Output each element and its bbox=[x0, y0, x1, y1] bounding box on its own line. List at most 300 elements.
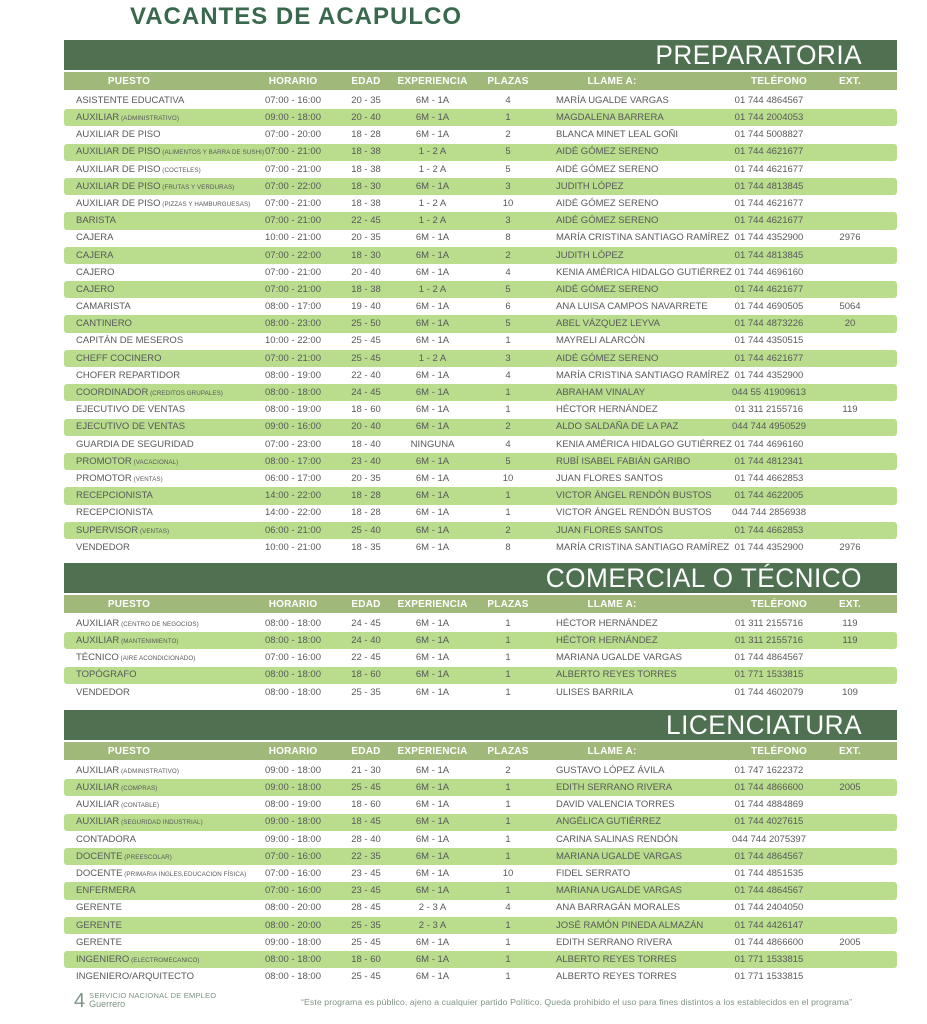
puesto-name: BARISTA bbox=[76, 215, 116, 227]
cell-horario: 09:00 - 18:00 bbox=[265, 833, 321, 845]
cell-plazas: 1 bbox=[505, 936, 511, 948]
column-header-telefono: TELÉFONO bbox=[750, 598, 808, 610]
puesto-name: TOPÓGRAFO bbox=[76, 669, 137, 681]
cell-puesto bbox=[64, 182, 249, 192]
cell-llame-a: MARÍA UGALDE VARGAS bbox=[556, 94, 669, 106]
cell-experiencia: 6M - 1A bbox=[415, 867, 450, 879]
column-header-telefono: TELÉFONO bbox=[750, 745, 808, 757]
puesto-name: AUXILIAR DE PISO bbox=[76, 163, 161, 175]
rows bbox=[64, 615, 897, 701]
cell-horario: 07:00 - 16:00 bbox=[265, 867, 321, 879]
cell-horario: 08:00 - 18:00 bbox=[265, 635, 321, 647]
cell-edad: 25 - 45 bbox=[351, 936, 381, 948]
puesto-name: CHEFF COCINERO bbox=[76, 352, 162, 364]
page-title: VACANTES DE ACAPULCO bbox=[130, 3, 463, 30]
cell-llame-a: MARÍA CRISTINA SANTIAGO RAMÍREZ bbox=[556, 232, 730, 244]
cell-llame-a: MAGDALENA BARRERA bbox=[556, 112, 664, 124]
cell-telefono: 01 744 4027615 bbox=[734, 816, 804, 828]
vacancy-row bbox=[64, 453, 897, 470]
cell-experiencia: 6M - 1A bbox=[415, 936, 450, 948]
vacancy-row bbox=[64, 505, 897, 522]
section-title: COMERCIAL O TÉCNICO bbox=[545, 562, 862, 593]
section-preparatoria bbox=[64, 40, 897, 556]
vacancy-row bbox=[64, 195, 897, 212]
cell-plazas: 1 bbox=[505, 335, 511, 347]
vacancy-row bbox=[64, 900, 897, 917]
vacancy-row bbox=[64, 632, 897, 649]
vacancy-row bbox=[64, 298, 897, 315]
cell-ext: 119 bbox=[842, 404, 858, 416]
cell-experiencia: 6M - 1A bbox=[415, 404, 450, 416]
cell-plazas: 1 bbox=[505, 782, 511, 794]
section-header-band bbox=[64, 40, 897, 70]
cell-telefono: 01 311 2155716 bbox=[735, 635, 803, 647]
cell-telefono: 01 311 2155716 bbox=[735, 617, 803, 629]
vacancy-row bbox=[64, 951, 897, 968]
cell-edad: 20 - 35 bbox=[351, 94, 381, 106]
cell-plazas: 5 bbox=[505, 283, 511, 295]
cell-experiencia: 6M - 1A bbox=[415, 850, 450, 862]
cell-horario: 09:00 - 18:00 bbox=[265, 936, 321, 948]
cell-plazas: 1 bbox=[505, 850, 511, 862]
vacancy-row bbox=[64, 779, 897, 796]
cell-horario: 09:00 - 16:00 bbox=[265, 421, 321, 433]
cell-llame-a: MARIANA UGALDE VARGAS bbox=[556, 850, 682, 862]
vacancy-row bbox=[64, 848, 897, 865]
cell-edad: 25 - 50 bbox=[351, 318, 381, 330]
cell-puesto bbox=[64, 835, 249, 845]
cell-ext: 2005 bbox=[839, 782, 861, 794]
puesto-name: AUXILIAR bbox=[76, 112, 120, 124]
cell-plazas: 1 bbox=[505, 816, 511, 828]
puesto-name: CAMARISTA bbox=[76, 301, 131, 313]
cell-puesto bbox=[64, 508, 249, 518]
cell-telefono: 01 744 4851535 bbox=[734, 867, 804, 879]
puesto-name: GERENTE bbox=[76, 936, 122, 948]
cell-experiencia: 6M - 1A bbox=[415, 652, 450, 664]
cell-edad: 18 - 35 bbox=[351, 541, 381, 553]
cell-puesto bbox=[64, 371, 249, 381]
puesto-name: PROMOTOR bbox=[76, 455, 132, 467]
cell-puesto bbox=[64, 354, 249, 364]
cell-plazas: 8 bbox=[505, 232, 511, 244]
column-header-row bbox=[64, 742, 897, 760]
cell-puesto bbox=[64, 653, 249, 663]
cell-horario: 10:00 - 22:00 bbox=[265, 335, 321, 347]
cell-experiencia: 6M - 1A bbox=[415, 524, 450, 536]
column-header-experiencia: EXPERIENCIA bbox=[397, 598, 468, 610]
section-title: LICENCIATURA bbox=[666, 709, 862, 740]
cell-telefono: 01 744 4696160 bbox=[734, 438, 804, 450]
section-comercial-o-tecnico bbox=[64, 563, 897, 701]
cell-telefono: 01 744 4696160 bbox=[734, 266, 804, 278]
column-header-horario: HORARIO bbox=[268, 598, 318, 610]
cell-llame-a: ANA LUISA CAMPOS NAVARRETE bbox=[556, 301, 708, 313]
cell-puesto bbox=[64, 233, 249, 243]
cell-telefono: 044 744 4950529 bbox=[732, 421, 806, 433]
column-header-telefono: TELÉFONO bbox=[750, 75, 808, 87]
puesto-name: AUXILIAR bbox=[76, 782, 120, 794]
cell-ext: 5064 bbox=[839, 301, 861, 313]
cell-experiencia: 6M - 1A bbox=[415, 490, 450, 502]
cell-horario: 07:00 - 21:00 bbox=[265, 352, 321, 364]
cell-puesto bbox=[64, 302, 249, 312]
cell-plazas: 1 bbox=[505, 387, 511, 399]
cell-puesto bbox=[64, 783, 249, 793]
cell-horario: 08:00 - 19:00 bbox=[265, 799, 321, 811]
cell-llame-a: HÉCTOR HERNÁNDEZ bbox=[556, 617, 658, 629]
footer-org-line1: SERVICIO NACIONAL DE EMPLEO bbox=[89, 991, 217, 1000]
cell-experiencia: 6M - 1A bbox=[415, 249, 450, 261]
legal-disclaimer: “Este programa es público, ajeno a cualquier partido Político. Queda prohibido el uso para fines distintos a los establecidos en el programa” bbox=[301, 997, 853, 1007]
cell-edad: 23 - 45 bbox=[351, 885, 381, 897]
cell-plazas: 2 bbox=[505, 421, 511, 433]
column-header-ext: EXT. bbox=[839, 745, 861, 757]
cell-telefono: 01 744 4621677 bbox=[734, 197, 804, 209]
cell-telefono: 01 744 4426147 bbox=[734, 919, 804, 931]
cell-llame-a: AIDÉ GÓMEZ SERENO bbox=[556, 146, 659, 158]
cell-edad: 21 - 30 bbox=[351, 764, 381, 776]
cell-puesto bbox=[64, 130, 249, 140]
cell-edad: 22 - 45 bbox=[351, 215, 381, 227]
cell-puesto bbox=[64, 688, 249, 698]
cell-telefono: 044 55 41909613 bbox=[732, 387, 806, 399]
cell-horario: 08:00 - 19:00 bbox=[265, 404, 321, 416]
cell-plazas: 1 bbox=[505, 669, 511, 681]
cell-llame-a: KENIA AMÉRICA HIDALGO GUTIÉRREZ bbox=[556, 266, 732, 278]
puesto-name: CAJERO bbox=[76, 283, 115, 295]
cell-edad: 18 - 28 bbox=[351, 490, 381, 502]
cell-plazas: 5 bbox=[505, 455, 511, 467]
cell-plazas: 1 bbox=[505, 953, 511, 965]
cell-edad: 25 - 45 bbox=[351, 971, 381, 983]
cell-plazas: 10 bbox=[502, 867, 514, 879]
cell-puesto bbox=[64, 886, 249, 896]
vacancy-row bbox=[64, 350, 897, 367]
puesto-name: INGENIERO bbox=[76, 953, 130, 965]
puesto-qualifier: (VENTAS) bbox=[131, 475, 163, 483]
puesto-name: GERENTE bbox=[76, 919, 122, 931]
cell-edad: 22 - 40 bbox=[351, 369, 381, 381]
puesto-name: GERENTE bbox=[76, 902, 122, 914]
cell-experiencia: 6M - 1A bbox=[415, 799, 450, 811]
cell-llame-a: MARIANA UGALDE VARGAS bbox=[556, 885, 682, 897]
cell-plazas: 1 bbox=[505, 507, 511, 519]
vacancy-row bbox=[64, 522, 897, 539]
cell-edad: 23 - 45 bbox=[351, 867, 381, 879]
puesto-name: EJECUTIVO DE VENTAS bbox=[76, 421, 186, 433]
cell-experiencia: 6M - 1A bbox=[415, 180, 450, 192]
cell-puesto bbox=[64, 938, 249, 948]
puesto-qualifier: (FRUTAS Y VERDURAS) bbox=[160, 183, 235, 191]
cell-llame-a: JUDITH LÓPEZ bbox=[556, 249, 624, 261]
puesto-name: SUPERVISOR bbox=[76, 524, 139, 536]
cell-edad: 20 - 35 bbox=[351, 232, 381, 244]
cell-edad: 22 - 35 bbox=[351, 850, 381, 862]
column-header-experiencia: EXPERIENCIA bbox=[397, 75, 468, 87]
cell-plazas: 4 bbox=[505, 94, 511, 106]
column-header-puesto: PUESTO bbox=[107, 598, 151, 610]
vacancy-row bbox=[64, 865, 897, 882]
cell-puesto bbox=[64, 955, 249, 965]
cell-plazas: 3 bbox=[505, 352, 511, 364]
cell-llame-a: MARÍA CRISTINA SANTIAGO RAMÍREZ bbox=[556, 541, 730, 553]
vacancy-row bbox=[64, 539, 897, 556]
cell-horario: 08:00 - 23:00 bbox=[265, 318, 321, 330]
cell-experiencia: 2 - 3 A bbox=[418, 919, 447, 931]
cell-llame-a: MAYRELI ALARCÓN bbox=[556, 335, 646, 347]
column-header-experiencia: EXPERIENCIA bbox=[397, 745, 468, 757]
cell-edad: 18 - 38 bbox=[351, 197, 381, 209]
cell-telefono: 01 744 2404050 bbox=[734, 902, 804, 914]
vacancy-row bbox=[64, 470, 897, 487]
vacancy-row bbox=[64, 796, 897, 813]
cell-puesto bbox=[64, 817, 249, 827]
cell-edad: 18 - 38 bbox=[351, 163, 381, 175]
puesto-qualifier: (ELECTROMECANICO) bbox=[129, 956, 200, 964]
cell-plazas: 1 bbox=[505, 971, 511, 983]
cell-puesto bbox=[64, 670, 249, 680]
cell-telefono: 01 744 4662853 bbox=[734, 524, 804, 536]
section-header-band bbox=[64, 710, 897, 740]
cell-plazas: 1 bbox=[505, 833, 511, 845]
cell-plazas: 4 bbox=[505, 902, 511, 914]
cell-edad: 22 - 45 bbox=[351, 652, 381, 664]
cell-plazas: 8 bbox=[505, 541, 511, 553]
vacancy-row bbox=[64, 667, 897, 684]
puesto-name: CONTADORA bbox=[76, 833, 136, 845]
cell-edad: 18 - 28 bbox=[351, 507, 381, 519]
cell-plazas: 10 bbox=[502, 472, 514, 484]
puesto-name: VENDEDOR bbox=[76, 541, 130, 553]
section-header-band bbox=[64, 563, 897, 593]
column-header-plazas: PLAZAS bbox=[487, 745, 529, 757]
cell-llame-a: ALDO SALDAÑA DE LA PAZ bbox=[556, 421, 679, 433]
cell-edad: 20 - 40 bbox=[351, 112, 381, 124]
cell-experiencia: 6M - 1A bbox=[415, 782, 450, 794]
cell-llame-a: ALBERTO REYES TORRES bbox=[556, 669, 677, 681]
puesto-name: ENFERMERA bbox=[76, 885, 136, 897]
cell-puesto bbox=[64, 216, 249, 226]
puesto-name: AUXILIAR bbox=[76, 816, 120, 828]
cell-telefono: 01 744 4621677 bbox=[734, 163, 804, 175]
cell-puesto bbox=[64, 319, 249, 329]
cell-plazas: 1 bbox=[505, 490, 511, 502]
vacancy-row bbox=[64, 917, 897, 934]
puesto-qualifier: (MANTENIMIENTO) bbox=[119, 638, 179, 646]
puesto-name: AUXILIAR bbox=[76, 799, 120, 811]
cell-horario: 10:00 - 21:00 bbox=[265, 232, 321, 244]
cell-puesto bbox=[64, 165, 249, 175]
cell-telefono: 01 744 4662853 bbox=[734, 472, 804, 484]
cell-plazas: 1 bbox=[505, 686, 511, 698]
cell-telefono: 01 744 4352900 bbox=[734, 541, 804, 553]
cell-horario: 09:00 - 18:00 bbox=[265, 816, 321, 828]
puesto-name: AUXILIAR bbox=[76, 617, 120, 629]
cell-horario: 14:00 - 22:00 bbox=[265, 507, 321, 519]
cell-edad: 18 - 60 bbox=[351, 404, 381, 416]
cell-llame-a: KENIA AMÉRICA HIDALGO GUTIÉRREZ bbox=[556, 438, 732, 450]
column-header-plazas: PLAZAS bbox=[487, 75, 529, 87]
cell-llame-a: VICTOR ÁNGEL RENDÓN BUSTOS bbox=[556, 507, 712, 519]
vacancy-row bbox=[64, 436, 897, 453]
column-header-edad: EDAD bbox=[351, 745, 381, 757]
cell-horario: 08:00 - 17:00 bbox=[265, 301, 321, 313]
cell-plazas: 4 bbox=[505, 266, 511, 278]
vacancy-row bbox=[64, 968, 897, 985]
cell-telefono: 01 771 1533815 bbox=[734, 971, 804, 983]
cell-experiencia: 6M - 1A bbox=[415, 953, 450, 965]
cell-edad: 24 - 45 bbox=[351, 617, 381, 629]
cell-plazas: 1 bbox=[505, 919, 511, 931]
cell-llame-a: ULISES BARRILA bbox=[556, 686, 634, 698]
vacancy-row bbox=[64, 109, 897, 126]
cell-plazas: 1 bbox=[505, 885, 511, 897]
cell-plazas: 4 bbox=[505, 438, 511, 450]
cell-edad: 18 - 30 bbox=[351, 249, 381, 261]
cell-telefono: 01 744 4864567 bbox=[734, 850, 804, 862]
vacancy-row bbox=[64, 401, 897, 418]
cell-edad: 18 - 45 bbox=[351, 816, 381, 828]
puesto-qualifier: (COCTELES) bbox=[160, 166, 201, 174]
cell-plazas: 1 bbox=[505, 404, 511, 416]
cell-horario: 09:00 - 18:00 bbox=[265, 764, 321, 776]
footer-org-name bbox=[89, 992, 216, 1009]
cell-llame-a: VICTOR ÁNGEL RENDÓN BUSTOS bbox=[556, 490, 712, 502]
cell-llame-a: ALBERTO REYES TORRES bbox=[556, 971, 677, 983]
cell-horario: 07:00 - 22:00 bbox=[265, 249, 321, 261]
cell-horario: 06:00 - 21:00 bbox=[265, 524, 321, 536]
cell-llame-a: EDITH SERRANO RIVERA bbox=[556, 782, 673, 794]
cell-horario: 08:00 - 20:00 bbox=[265, 919, 321, 931]
cell-plazas: 2 bbox=[505, 524, 511, 536]
column-header-row bbox=[64, 72, 897, 90]
cell-edad: 25 - 45 bbox=[351, 782, 381, 794]
cell-plazas: 1 bbox=[505, 652, 511, 664]
column-header-edad: EDAD bbox=[351, 75, 381, 87]
cell-edad: 18 - 30 bbox=[351, 180, 381, 192]
vacancy-row bbox=[64, 615, 897, 632]
cell-llame-a: MARIANA UGALDE VARGAS bbox=[556, 652, 682, 664]
cell-llame-a: CARINA SALINAS RENDÓN bbox=[556, 833, 678, 845]
cell-llame-a: JUAN FLORES SANTOS bbox=[556, 524, 663, 536]
puesto-qualifier: (ADMINISTRATIVO) bbox=[119, 767, 179, 775]
cell-llame-a: JOSÉ RAMÓN PINEDA ALMAZÁN bbox=[556, 919, 704, 931]
cell-telefono: 01 771 1533815 bbox=[734, 953, 804, 965]
cell-experiencia: 6M - 1A bbox=[415, 387, 450, 399]
cell-llame-a: ABRAHAM VINALAY bbox=[556, 387, 646, 399]
cell-plazas: 5 bbox=[505, 163, 511, 175]
footer-logo bbox=[74, 992, 216, 1010]
cell-experiencia: 6M - 1A bbox=[415, 971, 450, 983]
puesto-qualifier: (CREDITOS GRUPALES) bbox=[148, 390, 223, 398]
column-header-plazas: PLAZAS bbox=[487, 598, 529, 610]
vacancy-row bbox=[64, 126, 897, 143]
cell-puesto bbox=[64, 146, 265, 158]
vacancy-row bbox=[64, 831, 897, 848]
puesto-name: CHOFER REPARTIDOR bbox=[76, 369, 181, 381]
cell-plazas: 1 bbox=[505, 635, 511, 647]
vacancy-row bbox=[64, 684, 897, 701]
puesto-qualifier: (ALIMENTOS Y BARRA DE SUSHI) bbox=[160, 149, 265, 157]
vacancy-row bbox=[64, 92, 897, 109]
cell-llame-a: RUBÍ ISABEL FABIÁN GARIBO bbox=[556, 455, 691, 467]
cell-puesto bbox=[64, 199, 249, 209]
puesto-qualifier: (VENTAS) bbox=[138, 527, 170, 535]
cell-edad: 18 - 40 bbox=[351, 438, 381, 450]
puesto-qualifier: (PRIMARIA INGLES,EDUCACION FÍSICA) bbox=[122, 870, 247, 878]
puesto-qualifier: (CENTRO DE NEGOCIOS) bbox=[119, 620, 199, 628]
column-header-puesto: PUESTO bbox=[107, 745, 151, 757]
puesto-name: INGENIERO/ARQUITECTO bbox=[76, 971, 195, 983]
cell-llame-a: ANA BARRAGÁN MORALES bbox=[556, 902, 681, 914]
vacancy-row bbox=[64, 212, 897, 229]
cell-edad: 24 - 40 bbox=[351, 635, 381, 647]
cell-horario: 07:00 - 21:00 bbox=[265, 197, 321, 209]
cell-telefono: 01 744 4622005 bbox=[734, 490, 804, 502]
cell-experiencia: 1 - 2 A bbox=[418, 215, 447, 227]
cell-horario: 07:00 - 16:00 bbox=[265, 652, 321, 664]
cell-experiencia: 6M - 1A bbox=[415, 669, 450, 681]
cell-plazas: 3 bbox=[505, 215, 511, 227]
cell-experiencia: 6M - 1A bbox=[415, 833, 450, 845]
puesto-qualifier: (PIZZAS Y HAMBURGUESAS) bbox=[160, 200, 251, 208]
cell-horario: 08:00 - 18:00 bbox=[265, 971, 321, 983]
cell-experiencia: 6M - 1A bbox=[415, 455, 450, 467]
cell-llame-a: MARÍA CRISTINA SANTIAGO RAMÍREZ bbox=[556, 369, 730, 381]
cell-experiencia: 6M - 1A bbox=[415, 635, 450, 647]
puesto-name: AUXILIAR bbox=[76, 635, 120, 647]
cell-telefono: 01 744 4864567 bbox=[734, 885, 804, 897]
cell-telefono: 01 744 4866600 bbox=[734, 782, 804, 794]
cell-edad: 25 - 40 bbox=[351, 524, 381, 536]
vacancy-row bbox=[64, 384, 897, 401]
cell-puesto bbox=[64, 636, 249, 646]
cell-puesto bbox=[64, 619, 249, 629]
cell-horario: 07:00 - 21:00 bbox=[265, 266, 321, 278]
cell-horario: 07:00 - 16:00 bbox=[265, 850, 321, 862]
puesto-name: TÉCNICO bbox=[76, 652, 119, 664]
cell-puesto bbox=[64, 543, 249, 553]
puesto-qualifier: (SEGURIDAD INDUSTRIAL) bbox=[119, 819, 203, 827]
cell-telefono: 01 744 4621677 bbox=[734, 215, 804, 227]
puesto-qualifier: (PREESCOLAR) bbox=[122, 853, 172, 861]
cell-puesto bbox=[64, 422, 249, 432]
cell-experiencia: 6M - 1A bbox=[415, 472, 450, 484]
cell-llame-a: DAVID VALENCIA TORRES bbox=[556, 799, 675, 811]
vacancy-row bbox=[64, 281, 897, 298]
puesto-name: EJECUTIVO DE VENTAS bbox=[76, 404, 186, 416]
cell-plazas: 2 bbox=[505, 249, 511, 261]
puesto-name: AUXILIAR DE PISO bbox=[76, 197, 161, 209]
cell-puesto bbox=[64, 251, 249, 261]
cell-telefono: 01 744 4350515 bbox=[734, 335, 804, 347]
cell-edad: 18 - 60 bbox=[351, 669, 381, 681]
column-header-llame-a: LLAME A: bbox=[587, 745, 637, 757]
section-title: PREPARATORIA bbox=[655, 39, 862, 70]
cell-horario: 07:00 - 16:00 bbox=[265, 94, 321, 106]
cell-ext: 2976 bbox=[839, 541, 861, 553]
cell-horario: 07:00 - 21:00 bbox=[265, 146, 321, 158]
cell-telefono: 01 744 4813845 bbox=[734, 249, 804, 261]
cell-plazas: 1 bbox=[505, 112, 511, 124]
cell-experiencia: NINGUNA bbox=[410, 438, 455, 450]
cell-horario: 08:00 - 18:00 bbox=[265, 669, 321, 681]
column-header-horario: HORARIO bbox=[268, 75, 318, 87]
cell-telefono: 01 744 4866600 bbox=[734, 936, 804, 948]
vacancy-row bbox=[64, 315, 897, 332]
cell-plazas: 3 bbox=[505, 180, 511, 192]
